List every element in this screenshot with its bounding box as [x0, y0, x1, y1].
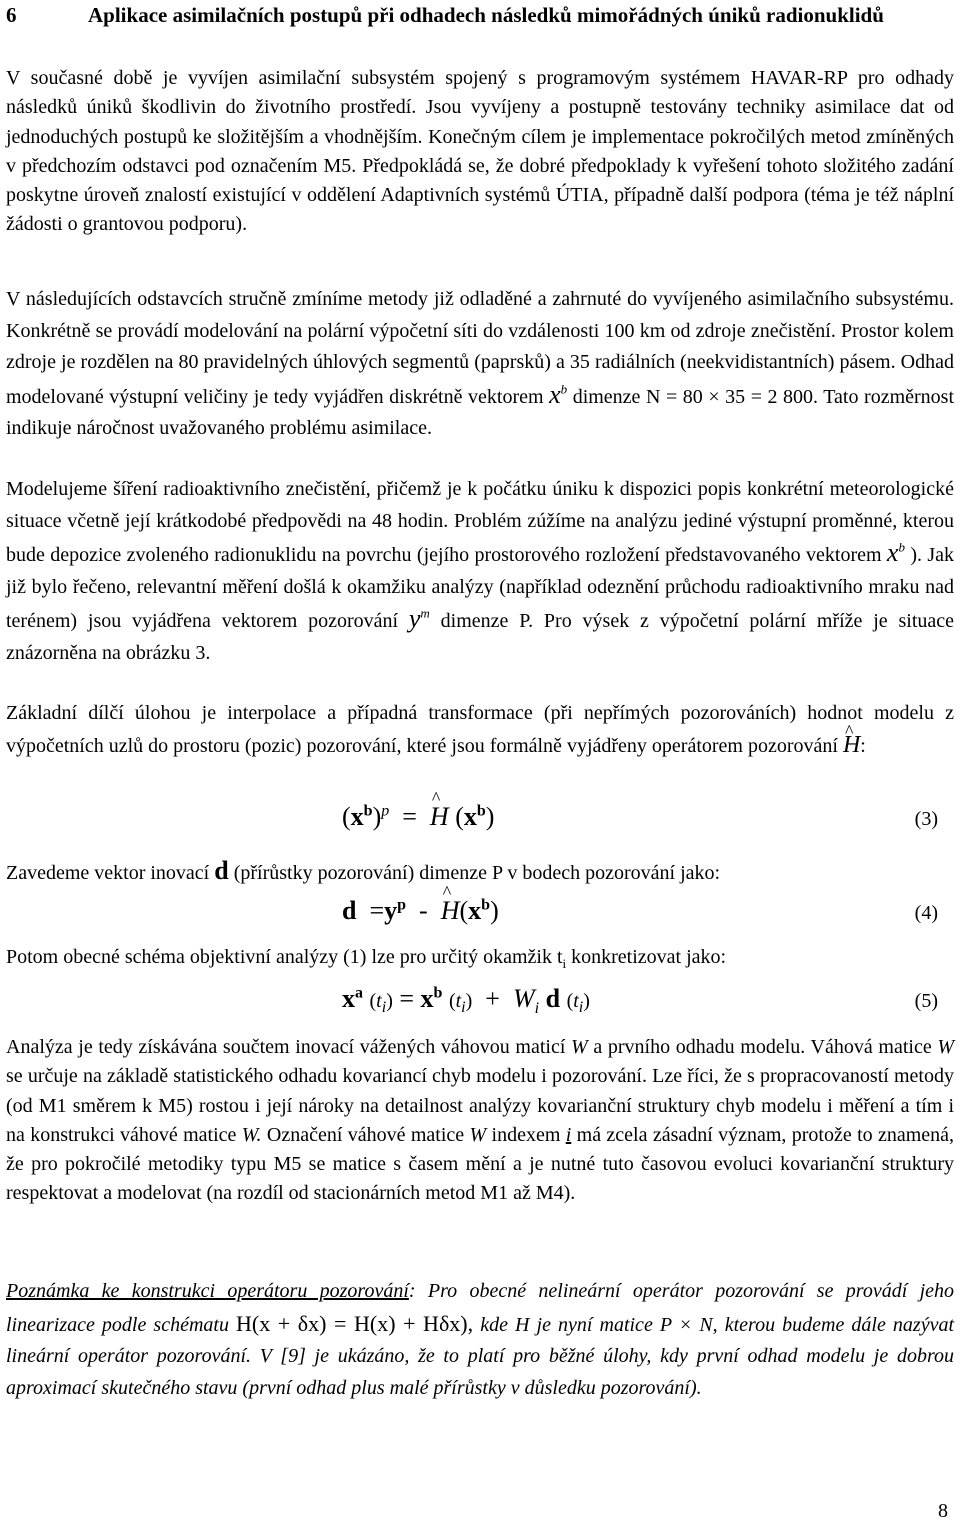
paragraph-interpolation-text: Základní dílčí úlohou je interpolace a případná transformace (při nepřímých pozorováních) hodnot modelu z výpočetních uzlů do prostoru (pozic) pozorování, které jsou formálně vyjádřeny operátorem pozorování [6, 702, 954, 757]
equation-5: $x^a$ $(t_i) = x^b$ $(t_i) + W_i$ d $(t_i)$ (5) [342, 984, 938, 1018]
linearization-formula: H(x + δx) = H(x) + Hδx), [236, 1310, 474, 1336]
paragraph-interpolation: Základní dílčí úlohou je interpolace a případná transformace (při nepřímých pozorováních) hodnot modelu z výpočetních uzlů do prostoru (pozic) pozorování, které jsou formálně vyjádřeny operátorem pozorování ^ H: [6, 698, 954, 762]
paragraph-scheme: Potom obecné schéma objektivní analýzy (1) lze pro určitý okamžik $t_i$ konkretizovat jako: [6, 946, 727, 971]
vector-xb-2: $x^b$ [886, 538, 905, 567]
vector-d: d [214, 856, 229, 885]
paragraph-innovation [6, 856, 954, 888]
paragraph-scheme-text-b: konkretizovat jako: [571, 946, 727, 968]
note-title: Poznámka ke konstrukci operátoru pozorování [6, 1280, 409, 1302]
page-number: 8 [938, 1500, 948, 1522]
paragraph-innovation-text-a: Zavedeme vektor inovací [6, 862, 210, 884]
paragraph-intro-text: V současné době je vyvíjen asimilační subsystém spojený s programovým systémem HAVAR-RP pro odhady následků úniků škodlivin do životního prostředí. Jsou vyvíjeny a postupně testovány techniky asimilace dat od jednoduchých postupů ke složitějším a vhodnějším. Konečným cílem je implementace pokročilých metod zmíněných v předchozím odstavci pod označením M5. Předpokládá se, že dobré předpoklady k vyřešení tohoto složitého zadání poskytne úroveň znalostí existující v oddělení Adaptivních systémů ÚTIA, případně další podpora (téma je též náplní žádosti o grantovou podporu). [6, 67, 954, 236]
equation-3: $(x^b)^p$ = ^ H $(x^b)$ (3) [0, 802, 948, 842]
paragraph-intro [6, 64, 954, 240]
note-paragraph: Poznámka ke konstrukci operátoru pozorování: Pro obecné nelineární operátor pozorování se provádí jeho linearizace podle schématu H(x + δx) = H(x) + Hδx), kde H je nyní matice P × N, kterou budeme dále nazývat lineární operátor pozorování. V [9] je ukázáno, že to platí pro běžné úlohy, kdy první odhad modelu je dobrou aproximací skutečného stavu (první odhad plus malé přírůstky v důsledku pozorování). [6, 1280, 955, 1399]
section-heading [6, 0, 946, 30]
paragraph-polar-grid-text-b: dimenze N = 80 × 35 = 2 800. Tato rozměrnost indikuje náročnost uvažovaného problému asimilace. [6, 385, 955, 439]
paragraph-polar-grid [6, 284, 954, 445]
vector-xb: $x^b$ [549, 379, 568, 409]
paragraph-scheme-text-a: Potom obecné schéma objektivní analýzy (1) lze pro určitý okamžik t [6, 946, 563, 968]
vector-ym: $y^m$ [408, 604, 430, 633]
paragraph-modeling [6, 474, 954, 669]
operator-h: ^ H [843, 730, 860, 762]
paragraph-analysis-text-a: Analýza je tedy získávána součtem inovací vážených váhovou maticí [6, 1036, 566, 1058]
paragraph-innovation-text-b: (přírůstky pozorování) dimenze P v bodech pozorování jako: [233, 862, 721, 884]
paragraph-modeling-text-b: ). Jak již bylo řečeno, relevantní měření došlá k okamžiku analýzy (například odeznění průchodu radioaktivního mraku nad terénem) jsou vyjádřena vektorem pozorování [6, 544, 955, 632]
section-title: Aplikace asimilačních postupů při odhadech následků mimořádných úniků radionuklidů [88, 3, 884, 27]
equation-4-label: (4) [914, 902, 938, 924]
equation-3-label: (3) [914, 808, 938, 830]
paragraph-analysis: Analýza je tedy získávána součtem inovací vážených váhovou maticí W a prvního odhadu modelu. Váhová matice W se určuje na základě statistického odhadu kovariancí chyb modelu i pozorování. Lze říci, že s propracovaností metody (od M1 směrem k M5) rostou i její nároky na detailnost analýzy kovarianční struktury chyb modelu i měření a tím i na konstrukci váhové matice W. Označení váhové matice W indexem i má zcela zásadní význam, protože to znamená, že pro pokročilé metodiky typu M5 se matice s časem mění a je nutné tuto časovou evoluci kovarianční struktury respektovat a modelovat (na rozdíl od stacionárních metod M1 až M4). [6, 1036, 955, 1205]
equation-5-label: (5) [914, 990, 938, 1012]
note-text-b: kde H je nyní matice P × N, kterou budeme dále nazývat lineární operátor pozorování. V [9] je ukázáno, že to platí pro běžné úlohy, kdy první odhad modelu je dobrou aproximací skutečného stavu (první odhad plus malé přírůstky v důsledku pozorování). [6, 1313, 955, 1399]
paragraph-modeling-text-a: Modelujeme šíření radioaktivního znečistění, přičemž je k počátku úniku k dispozici popis konkrétní meteorologické situace včetně její krátkodobé předpovědi na 48 hodin. Problém zúžíme na analýzu jediné výstupní proměnné, kterou bude depozice zvoleného radionuklidu na povrchu (jejího prostorového rozložení představovaného vektorem [6, 478, 954, 566]
note-text-a: Pro obecné nelineární operátor pozorování se provádí jeho linearizace podle schématu [6, 1280, 954, 1336]
section-number: 6 [6, 3, 17, 27]
paragraph-modeling-text-c: dimenze P. Pro výsek z výpočetní polární mříže je situace znázorněna na obrázku 3. [6, 610, 955, 664]
equation-4: $d =y^p$ - ^ $H(x^b)$ (4) [0, 896, 948, 936]
paragraph-polar-grid-text-a: V následujících odstavcích stručně zmíníme metody již odladěné a zahrnuté do vyvíjeného asimilačního subsystému. Konkrétně se provádí modelování na polární výpočetní síti do vzdálenosti 100 km od zdroje znečistění. Prostor kolem zdroje je rozdělen na 80 pravidelných úhlových segmentů (paprsků) a 35 radiálních (neekvidistantních) pásem. Odhad modelované výstupní veličiny je tedy vyjádřen diskrétně vektorem [6, 288, 954, 408]
